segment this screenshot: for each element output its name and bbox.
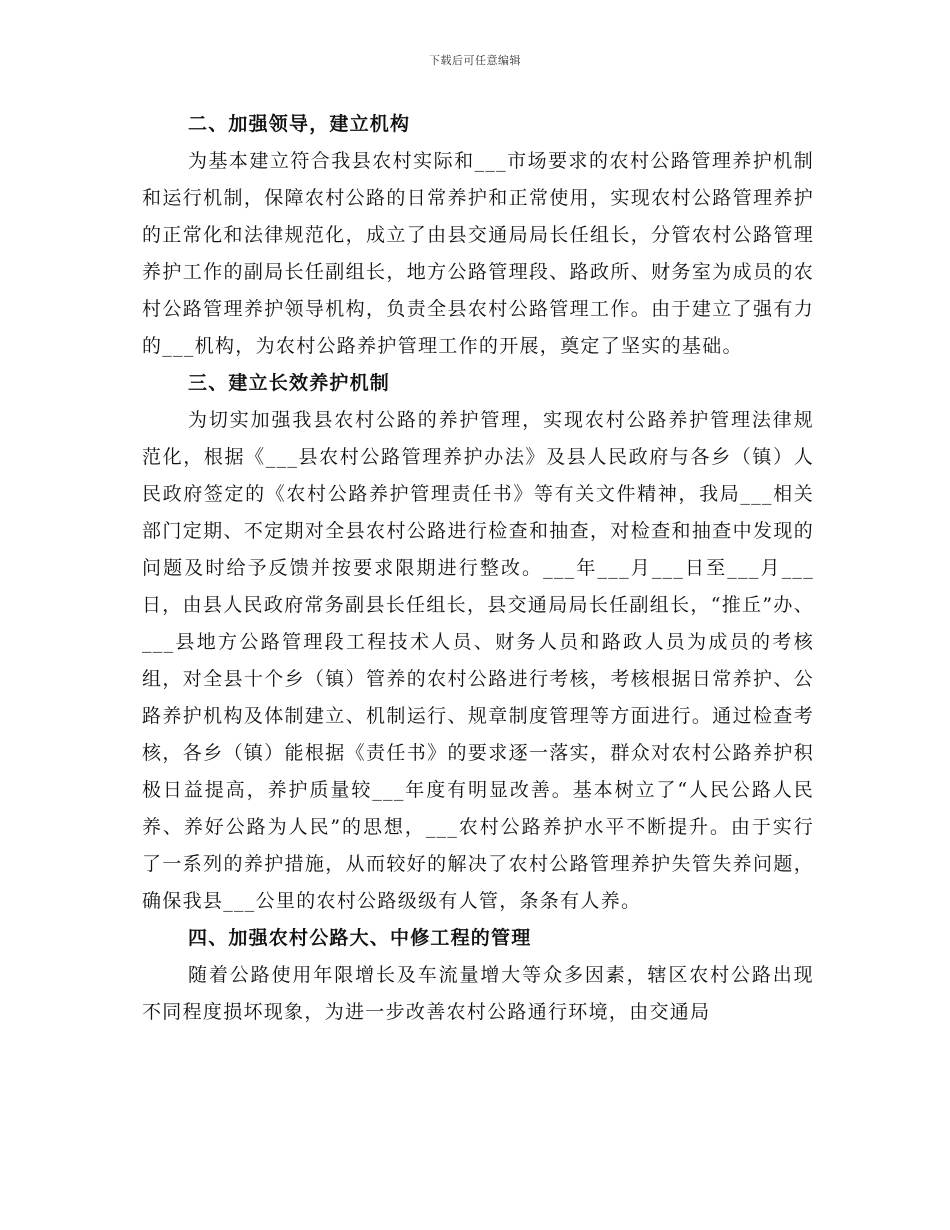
section-paragraph: 为基本建立符合我县农村实际和___市场要求的农村公路管理养护机制和运行机制，保障农村公路的日常养护和正常使用，实现农村公路管理养护的正常化和法律规范化，成立了由县交通局局长任组长，分管农村公路管理养护工作的副局长任副组长，地方公路管理段、路政所、财务室为成员的农村公路管理养护领导机构，负责全县农村公路管理工作。由于建立了强有力的___机构，为农村公路养护管理工作的开展，奠定了坚实的基础。 bbox=[142, 150, 814, 357]
page-header-note: 下载后可任意编辑 bbox=[429, 54, 521, 67]
section-heading: 四、加强农村公路大、中修工程的管理 bbox=[188, 927, 532, 949]
document-body bbox=[142, 106, 814, 1031]
section-paragraph: 为切实加强我县农村公路的养护管理，实现农村公路养护管理法律规范化，根据《___县农村公路管理养护办法》及县人民政府与各乡（镇）人民政府签定的《农村公路养护管理责任书》等有关文件精神，我局___相关部门定期、不定期对全县农村公路进行检查和抽查，对检查和抽查中发现的问题及时给予反馈并按要求限期进行整改。___年___月___日至___月___日，由县人民政府常务副县长任组长，县交通局局长任副组长，“推丘”办、___县地方公路管理段工程技术人员、财务人员和路政人员为成员的考核组，对全县十个乡（镇）管养的农村公路进行考核，考核根据日常养护、公路养护机构及体制建立、机制运行、规章制度管理等方面进行。通过检查考核，各乡（镇）能根据《责任书》的要求逐一落实，群众对农村公路养护积极日益提高，养护质量较___年度有明显改善。基本树立了“人民公路人民养、养好公路为人民”的思想，___农村公路养护水平不断提升。由于实行了一系列的养护措施，从而较好的解决了农村公路管理养护失管失养问题，确保我县___公里的农村公路级级有人管，条条有人养。 bbox=[142, 409, 814, 912]
section-heading: 二、加强领导，建立机构 bbox=[188, 113, 411, 135]
section-heading: 三、建立长效养护机制 bbox=[188, 372, 391, 394]
section-paragraph: 随着公路使用年限增长及车流量增大等众多因素，辖区农村公路出现不同程度损坏现象，为进一步改善农村公路通行环境，由交通局 bbox=[142, 964, 814, 1023]
